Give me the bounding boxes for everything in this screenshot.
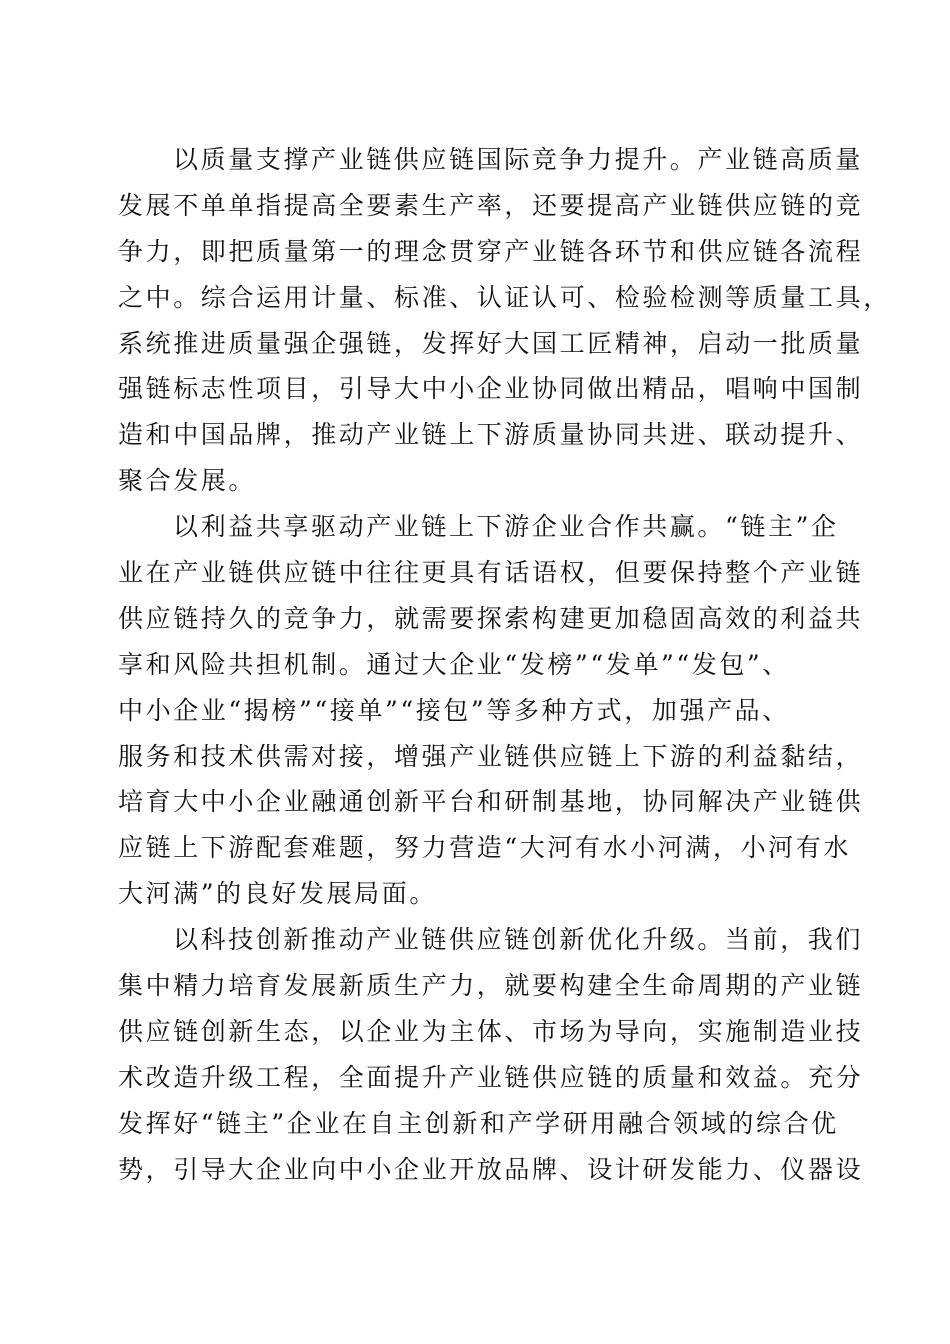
text-line: 以科技创新推动产业链供应链创新优化升级。当前，我们: [173, 925, 864, 955]
text-line: 大河满”的良好发展局面。: [118, 879, 437, 909]
paragraph: [118, 917, 864, 1192]
text-line: 系统推进质量强企强链，发挥好大国工匠精神，启动一批质量: [118, 328, 864, 358]
text-line: 之中。综合运用计量、标准、认证认可、检验检测等质量工具，: [118, 282, 891, 312]
text-line: 势，引导大企业向中小企业开放品牌、设计研发能力、仪器设: [118, 1154, 864, 1184]
text-line: 享和风险共担机制。通过大企业“发榜”“发单”“发包”、: [118, 649, 790, 679]
text-line: 服务和技术供需对接，增强产业链供应链上下游的利益黏结，: [118, 741, 864, 771]
text-line: 应链上下游配套难题，努力营造“大河有水小河满，小河有水: [118, 833, 851, 863]
text-line: 发展不单单指提高全要素生产率，还要提高产业链供应链的竞: [118, 190, 864, 220]
text-line: 业在产业链供应链中往往更具有话语权，但要保持整个产业链: [118, 558, 864, 588]
paragraph: [118, 504, 864, 917]
text-line: 供应链持久的竞争力，就需要探索构建更加稳固高效的利益共: [118, 603, 864, 633]
text-line: 造和中国品牌，推动产业链上下游质量协同共进、联动提升、: [118, 420, 864, 450]
text-line: 以利益共享驱动产业链上下游企业合作共赢。“链主”企: [173, 512, 839, 542]
text-line: 术改造升级工程，全面提升产业链供应链的质量和效益。充分: [118, 1062, 864, 1092]
text-line: 强链标志性项目，引导大中小企业协同做出精品，唱响中国制: [118, 374, 864, 404]
text-line: 发挥好“链主”企业在自主创新和产学研用融合领域的综合优: [118, 1108, 839, 1138]
text-line: 中小企业“揭榜”“接单”“接包”等多种方式，加强产品、: [118, 695, 790, 725]
paragraph: [118, 137, 891, 504]
text-line: 争力，即把质量第一的理念贯穿产业链各环节和供应链各流程: [118, 236, 864, 266]
text-line: 供应链创新生态，以企业为主体、市场为导向，实施制造业技: [118, 1016, 864, 1046]
document-body: [118, 137, 891, 1192]
text-line: 以质量支撑产业链供应链国际竞争力提升。产业链高质量: [173, 145, 864, 174]
text-line: 培育大中小企业融通创新平台和研制基地，协同解决产业链供: [118, 787, 864, 817]
text-line: 聚合发展。: [118, 466, 257, 496]
text-line: 集中精力培育发展新质生产力，就要构建全生命周期的产业链: [118, 971, 864, 1001]
